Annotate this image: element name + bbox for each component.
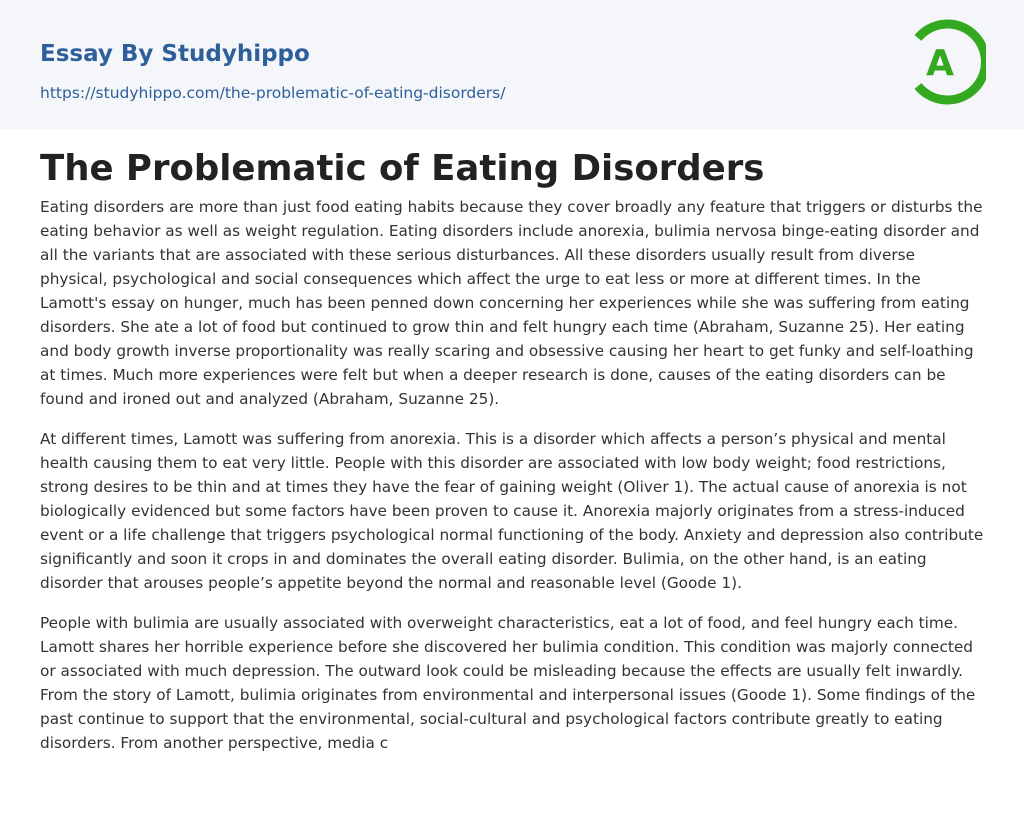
studyhippo-logo-icon[interactable] (912, 18, 986, 106)
paragraph: At different times, Lamott was suffering from anorexia. This is a disorder which affects a person’s physical and mental health causing them to eat very little. People with this disorder are associated with low body weight; food restrictions, strong desires to be thin and at times they have the fear of gaining weight (Oliver 1). The actual cause of anorexia is not biologically evidenced but some factors have been proven to cause it. Anorexia majorly originates from a stress-induced event or a life challenge that triggers psychological normal functioning of the body. Anxiety and depression also contribute significantly and soon it crops in and dominates the overall eating disorder. Bulimia, on the other hand, is an eating disorder that arouses people’s appetite beyond the normal and reasonable level (Goode 1). (40, 430, 984, 592)
site-brand[interactable]: Essay By Studyhippo (40, 41, 310, 67)
essay-url-link[interactable]: https://studyhippo.com/the-problematic-of-eating-disorders/ (40, 84, 506, 102)
logo-letter: A (926, 43, 954, 84)
page-title: The Problematic of Eating Disorders (40, 148, 765, 189)
paragraph: People with bulimia are usually associated with overweight characteristics, eat a lot of food, and feel hungry each time. Lamott shares her horrible experience before she discovered her bulimia condition. This condition was majorly connected or associated with much depression. The outward look could be misleading because the effects are usually felt inwardly. From the story of Lamott, bulimia originates from environmental and interpersonal issues (Goode 1). Some findings of the past continue to support that the environmental, social-cultural and psychological factors contribute greatly to eating disorders. From another perspective, media c (40, 614, 976, 752)
page-header (0, 0, 1024, 129)
article (0, 129, 1024, 755)
paragraph: Eating disorders are more than just food eating habits because they cover broadly any feature that triggers or disturbs the eating behavior as well as weight regulation. Eating disorders include anorexia, bulimia nervosa binge-eating disorder and all the variants that are associated with these serious disturbances. All these disorders usually result from diverse physical, psychological and social consequences which affect the urge to eat less or more at different times. In the Lamott's essay on hunger, much has been penned down concerning her experiences while she was suffering from eating disorders. She ate a lot of food but continued to grow thin and felt hungry each time (Abraham, Suzanne 25). Her eating and body growth inverse proportionality was really scaring and obsessive causing her heart to get funky and self-loathing at times. Much more experiences were felt but when a deeper research is done, causes of the eating disorders can be found and ironed out and analyzed (Abraham, Suzanne 25). (40, 198, 983, 408)
